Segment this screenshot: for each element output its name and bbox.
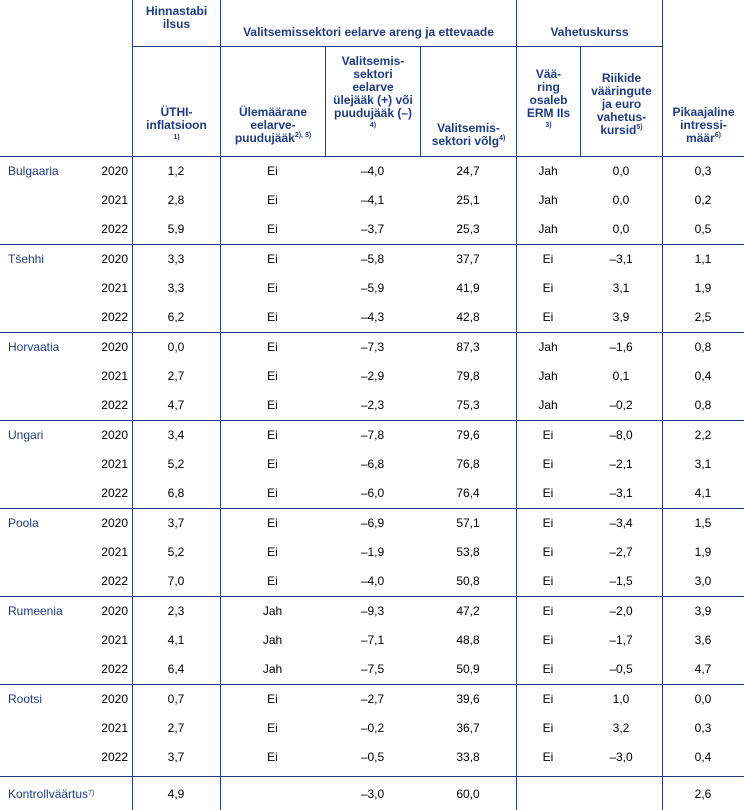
country-name: Bulgaaria [8,164,59,178]
year-cell: 2021 [101,457,128,471]
interest-rate-cell: 0,0 [694,692,712,706]
hicp-cell: 5,2 [167,545,185,559]
budget-balance-cell: –7,1 [360,633,385,647]
interest-rate-cell: 0,4 [694,369,712,383]
excessive-deficit-cell: Ei [267,750,278,764]
erm-participation-cell: Jah [538,193,558,207]
reference-balance: –3,0 [360,787,385,801]
year-cell: 2021 [101,545,128,559]
budget-balance-cell: –4,0 [360,574,385,588]
excessive-deficit-cell: Ei [267,193,278,207]
country-name: Tšehhi [8,252,45,266]
column-header-long-term-interest: Pikaajaline intressi- määr$^{6)}$ [672,105,735,145]
hicp-cell: 3,4 [167,428,185,442]
government-debt-cell: 39,6 [456,692,480,706]
hicp-cell: 3,7 [167,516,185,530]
excessive-deficit-cell: Ei [267,428,278,442]
budget-balance-cell: –5,8 [360,252,385,266]
interest-rate-cell: 0,8 [694,340,712,354]
table-row [0,685,744,714]
interest-rate-cell: 3,6 [694,633,712,647]
erm-participation-cell: Ei [542,604,554,618]
exchange-rate-cell: –8,0 [609,428,633,442]
exchange-rate-cell: –1,5 [609,574,633,588]
budget-balance-cell: –2,3 [360,398,385,412]
exchange-rate-cell: –3,1 [609,252,633,266]
hicp-cell: 0,7 [167,692,185,706]
government-debt-cell: 57,1 [456,516,480,530]
year-cell: 2020 [101,252,128,266]
interest-rate-cell: 3,1 [694,457,712,471]
table-row [0,567,744,596]
interest-rate-cell: 4,7 [694,662,712,676]
excessive-deficit-cell: Jah [262,662,283,676]
budget-balance-cell: –3,7 [360,222,385,236]
table-row [0,743,744,772]
group-header-fiscal: Valitsemissektori eelarve areng ja ettevaade [243,25,494,39]
group-header-exchange-rate: Vahetuskurss [550,25,629,39]
government-debt-cell: 25,1 [456,193,480,207]
interest-rate-cell: 1,9 [694,545,712,559]
erm-participation-cell: Ei [542,516,554,530]
hicp-cell: 3,7 [167,750,185,764]
column-header-hicp: ÜTHI- inflatsioon 1) [146,105,207,141]
interest-rate-cell: 1,1 [694,252,712,266]
government-debt-cell: 41,9 [456,281,480,295]
budget-balance-cell: –0,5 [360,750,385,764]
table-row [0,391,744,420]
hicp-cell: 1,2 [167,164,185,178]
exchange-rate-cell: 0,1 [612,369,630,383]
erm-participation-cell: Ei [542,545,554,559]
excessive-deficit-cell: Ei [267,340,278,354]
country-name: Rootsi [8,692,43,706]
budget-balance-cell: –7,3 [360,340,385,354]
erm-participation-cell: Ei [542,457,554,471]
hicp-cell: 6,4 [167,662,185,676]
exchange-rate-cell: 3,1 [612,281,630,295]
excessive-deficit-cell: Jah [262,604,283,618]
table-row [0,333,744,362]
erm-participation-cell: Jah [538,164,558,178]
table-row [0,157,744,186]
government-debt-cell: 50,9 [456,662,480,676]
table-row [0,215,744,244]
year-cell: 2020 [101,428,128,442]
erm-participation-cell: Jah [538,340,558,354]
year-cell: 2021 [101,721,128,735]
government-debt-cell: 87,3 [456,340,480,354]
interest-rate-cell: 3,9 [694,604,712,618]
year-cell: 2020 [101,604,128,618]
budget-balance-cell: –4,1 [360,193,385,207]
hicp-cell: 6,2 [167,310,185,324]
budget-balance-cell: –7,5 [360,662,385,676]
interest-rate-cell: 0,2 [694,193,712,207]
year-cell: 2020 [101,340,128,354]
budget-balance-cell: –6,0 [360,486,385,500]
exchange-rate-cell: 0,0 [612,222,630,236]
exchange-rate-cell: 0,0 [612,193,630,207]
interest-rate-cell: 4,1 [694,486,712,500]
table-row [0,362,744,391]
reference-interest-rate: 2,6 [694,787,712,801]
column-header-excessive-deficit: Ülemäärane eelarve- puudujääk$^{2), 3)}$ [234,105,312,145]
excessive-deficit-cell: Ei [267,252,278,266]
erm-participation-cell: Ei [542,428,554,442]
exchange-rate-cell: 3,2 [612,721,630,735]
reference-value-label: Kontrollväärtus$^{7)}$ [8,787,95,801]
excessive-deficit-cell: Ei [267,310,278,324]
government-debt-cell: 42,8 [456,310,480,324]
column-divider [662,776,663,810]
erm-participation-cell: Ei [542,574,554,588]
budget-balance-cell: –2,9 [360,369,385,383]
hicp-cell: 0,0 [167,340,185,354]
erm-participation-cell: Ei [542,721,554,735]
table-row [0,597,744,626]
hicp-cell: 2,7 [167,369,185,383]
exchange-rate-cell: –3,1 [609,486,633,500]
exchange-rate-cell: 1,0 [612,692,630,706]
interest-rate-cell: 0,3 [694,721,712,735]
excessive-deficit-cell: Ei [267,281,278,295]
budget-balance-cell: –7,8 [360,428,385,442]
table-row [0,509,744,538]
excessive-deficit-cell: Ei [267,164,278,178]
exchange-rate-cell: –3,4 [609,516,633,530]
interest-rate-cell: 3,0 [694,574,712,588]
government-debt-cell: 76,8 [456,457,480,471]
table-row [0,626,744,655]
erm-participation-cell: Ei [542,633,554,647]
table-row [0,245,744,274]
government-debt-cell: 48,8 [456,633,480,647]
table-row [0,186,744,215]
year-cell: 2020 [101,692,128,706]
government-debt-cell: 75,3 [456,398,480,412]
column-header-government-debt: Valitsemis- sektori võlg$^{4)}$ [431,121,506,148]
budget-balance-cell: –9,3 [360,604,385,618]
government-debt-cell: 24,7 [456,164,480,178]
table-row [0,538,744,567]
government-debt-cell: 37,7 [456,252,480,266]
government-debt-cell: 79,8 [456,369,480,383]
erm-participation-cell: Jah [538,222,558,236]
government-debt-cell: 36,7 [456,721,480,735]
interest-rate-cell: 0,5 [694,222,712,236]
exchange-rate-cell: –3,0 [609,750,633,764]
year-cell: 2022 [101,222,128,236]
table-row [0,274,744,303]
budget-balance-cell: –6,8 [360,457,385,471]
erm-participation-cell: Ei [542,281,554,295]
reference-debt: 60,0 [456,787,480,801]
interest-rate-cell: 2,5 [694,310,712,324]
government-debt-cell: 47,2 [456,604,480,618]
exchange-rate-cell: –0,5 [609,662,633,676]
erm-participation-cell: Ei [542,252,554,266]
erm-participation-cell: Ei [542,486,554,500]
excessive-deficit-cell: Ei [267,457,278,471]
table-row [0,421,744,450]
interest-rate-cell: 0,3 [694,164,712,178]
hicp-cell: 2,3 [167,604,185,618]
excessive-deficit-cell: Ei [267,516,278,530]
erm-participation-cell: Ei [542,662,554,676]
country-name: Ungari [8,428,44,442]
exchange-rate-cell: 3,9 [612,310,630,324]
excessive-deficit-cell: Jah [262,633,283,647]
exchange-rate-cell: –1,6 [609,340,633,354]
hicp-cell: 4,7 [167,398,185,412]
excessive-deficit-cell: Ei [267,721,278,735]
interest-rate-cell: 2,2 [694,428,712,442]
hicp-cell: 2,7 [167,721,185,735]
hicp-cell: 3,3 [167,252,185,266]
budget-balance-cell: –4,0 [360,164,385,178]
erm-participation-cell: Jah [538,398,558,412]
exchange-rate-cell: –2,1 [609,457,633,471]
column-divider [516,776,517,810]
country-name: Poola [8,516,39,530]
interest-rate-cell: 1,9 [694,281,712,295]
government-debt-cell: 25,3 [456,222,480,236]
year-cell: 2020 [101,516,128,530]
erm-participation-cell: Jah [538,369,558,383]
year-cell: 2021 [101,193,128,207]
column-divider [132,776,133,810]
table-row [0,303,744,332]
exchange-rate-cell: –0,2 [609,398,633,412]
country-name: Horvaatia [8,340,60,354]
hicp-cell: 5,9 [167,222,185,236]
excessive-deficit-cell: Ei [267,369,278,383]
government-debt-cell: 79,6 [456,428,480,442]
year-cell: 2021 [101,281,128,295]
column-header-exchange-rates: Riikide vääringute ja euro vahetus- kursid$^{5)}$ [591,71,652,137]
budget-balance-cell: –1,9 [360,545,385,559]
budget-balance-cell: –5,9 [360,281,385,295]
excessive-deficit-cell: Ei [267,692,278,706]
excessive-deficit-cell: Ei [267,398,278,412]
group-header-price-stability: Hinnastabi ilsus [145,4,208,31]
interest-rate-cell: 0,8 [694,398,712,412]
year-cell: 2020 [101,164,128,178]
year-cell: 2022 [101,750,128,764]
row-divider [0,776,744,777]
table-row [0,450,744,479]
table-row [0,714,744,743]
table-row [0,479,744,508]
erm-participation-cell: Ei [542,750,554,764]
exchange-rate-cell: –1,7 [609,633,633,647]
erm-participation-cell: Ei [542,692,554,706]
hicp-cell: 3,3 [167,281,185,295]
interest-rate-cell: 0,4 [694,750,712,764]
year-cell: 2021 [101,369,128,383]
column-header-erm-participation: Vää- ring osaleb ERM IIs 3) [526,67,571,129]
hicp-cell: 2,8 [167,193,185,207]
exchange-rate-cell: –2,7 [609,545,633,559]
hicp-cell: 4,1 [167,633,185,647]
year-cell: 2022 [101,574,128,588]
year-cell: 2022 [101,398,128,412]
excessive-deficit-cell: Ei [267,545,278,559]
exchange-rate-cell: –2,0 [609,604,633,618]
column-header-budget-balance: Valitsemis- sektori eelarve ülejääk (+) või puudujääk (–) 4) [333,54,413,129]
budget-balance-cell: –2,7 [360,692,385,706]
government-debt-cell: 53,8 [456,545,480,559]
column-divider [220,776,221,810]
year-cell: 2022 [101,662,128,676]
excessive-deficit-cell: Ei [267,222,278,236]
budget-balance-cell: –4,3 [360,310,385,324]
table-row [0,655,744,684]
year-cell: 2021 [101,633,128,647]
government-debt-cell: 76,4 [456,486,480,500]
government-debt-cell: 33,8 [456,750,480,764]
excessive-deficit-cell: Ei [267,486,278,500]
reference-hicp: 4,9 [167,787,185,801]
year-cell: 2022 [101,310,128,324]
year-cell: 2022 [101,486,128,500]
budget-balance-cell: –0,2 [360,721,385,735]
budget-balance-cell: –6,9 [360,516,385,530]
hicp-cell: 5,2 [167,457,185,471]
hicp-cell: 7,0 [167,574,185,588]
erm-participation-cell: Ei [542,310,554,324]
country-name: Rumeenia [8,604,63,618]
interest-rate-cell: 1,5 [694,516,712,530]
hicp-cell: 6,8 [167,486,185,500]
exchange-rate-cell: 0,0 [612,164,630,178]
excessive-deficit-cell: Ei [267,574,278,588]
header-group-divider [132,46,663,47]
government-debt-cell: 50,8 [456,574,480,588]
